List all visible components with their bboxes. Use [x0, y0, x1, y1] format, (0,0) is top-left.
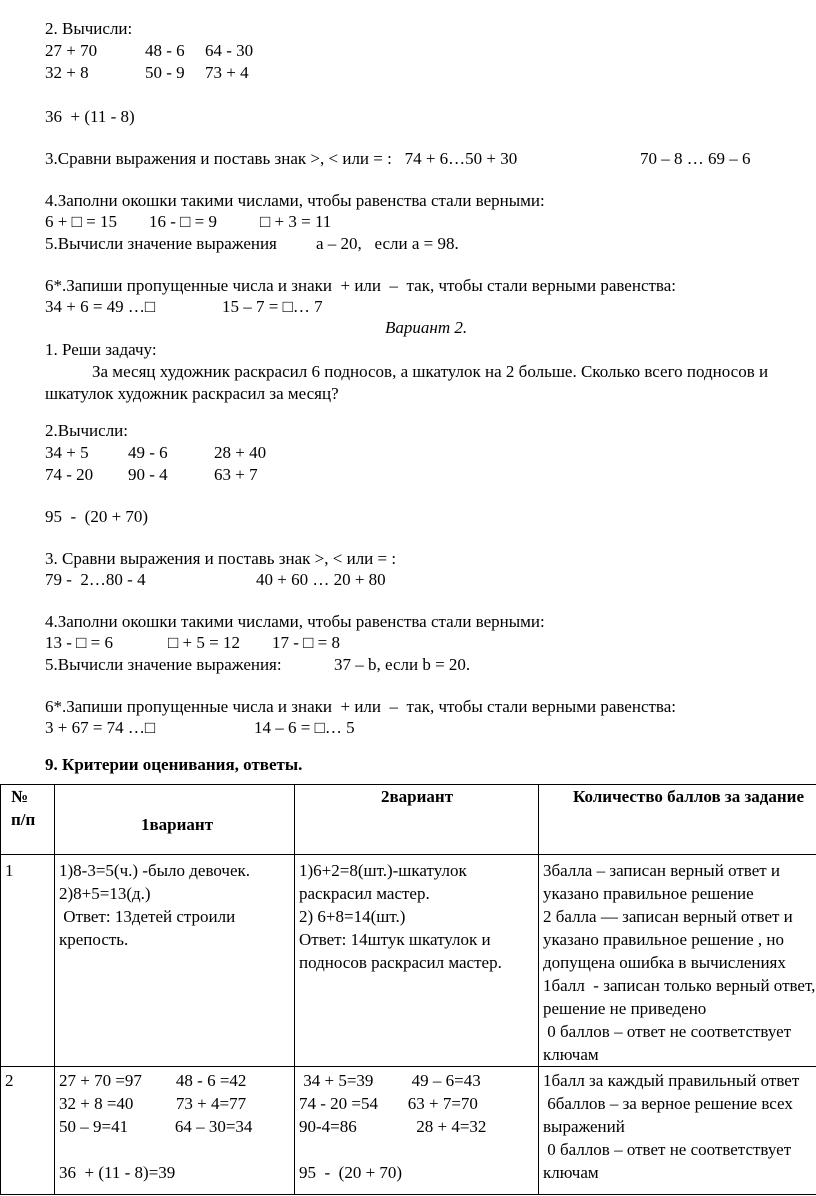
cell-line: 3балла – записан верный ответ и: [543, 861, 781, 880]
table-header-row: [1, 785, 816, 855]
v2-task4-text: 4.Заполни окошки такими числами, чтобы равенства стали верными:: [45, 612, 545, 631]
criteria-table: [0, 784, 816, 1195]
cell-line: 95 - (20 + 70): [299, 1163, 403, 1182]
table-row: [1, 1067, 816, 1195]
v1-task2-expr: 73 + 4: [205, 63, 249, 82]
v2-task5-text: 5.Вычисли значение выражения:: [45, 655, 282, 674]
cell-line: 36 + (11 - 8)=39: [59, 1163, 176, 1182]
cell-line: 0 баллов – ответ не соответствует: [543, 1140, 792, 1159]
header-num-line: п/п: [11, 810, 36, 829]
v1-task4-text: 4.Заполни окошки такими числами, чтобы равенства стали верными:: [45, 191, 545, 210]
cell-line: 2)8+5=13(д.): [59, 884, 151, 903]
row2-variant1: [55, 1067, 295, 1195]
cell-line: [59, 1138, 290, 1161]
v1-task6-item: 15 – 7 = □… 7: [222, 297, 323, 316]
row1-variant1: [55, 855, 295, 1067]
row1-points: [539, 855, 816, 1067]
v2-task6-item: 14 – 6 = □… 5: [254, 718, 355, 737]
cell-line: 6баллов – за верное решение всех: [543, 1094, 793, 1113]
v1-task4-item: □ + 3 = 11: [260, 212, 332, 231]
row-num: 2: [1, 1067, 55, 1195]
cell-line: 0 баллов – ответ не соответствует: [543, 1022, 792, 1041]
header-variant2: 2вариант: [295, 785, 539, 855]
cell-line: 1балл за каждый правильный ответ: [543, 1071, 800, 1090]
cell-line: 1)6+2=8(шт.)-шкатулок: [299, 861, 467, 880]
table-row: [1, 855, 816, 1067]
row2-variant2: [295, 1067, 539, 1195]
v1-task2-expr: 27 + 70: [45, 41, 98, 60]
v2-task6-text: 6*.Запиши пропущенные числа и знаки + или – так, чтобы стали верными равенства:: [45, 697, 677, 716]
v2-task3-text: 3. Сравни выражения и поставь знак >, < или = :: [45, 549, 397, 568]
v1-task5-expr: а – 20, если а = 98.: [316, 234, 459, 253]
v2-task1-title: 1. Реши задачу:: [45, 340, 157, 359]
cell-line: ключам: [543, 1163, 599, 1182]
v2-task2-expr: 63 + 7: [214, 465, 258, 484]
v2-task1-line1: За месяц художник раскрасил 6 подносов, а шкатулок на 2 больше. Сколько всего подносов и: [92, 362, 769, 381]
cell-line: указано правильное решение , но: [543, 930, 785, 949]
v2-task2-expr: 90 - 4: [128, 465, 168, 484]
cell-line: Ответ: 14штук шкатулок и: [299, 930, 491, 949]
v1-task2-expr: 50 - 9: [145, 63, 185, 82]
v2-task2-expr: 74 - 20: [45, 465, 94, 484]
v1-task2-expr: 64 - 30: [205, 41, 254, 60]
v2-task2-expr: 49 - 6: [128, 443, 168, 462]
v2-task4-item: □ + 5 = 12: [168, 633, 240, 652]
cell-line: 90-4=86 28 + 4=32: [299, 1117, 487, 1136]
cell-line: 2) 6+8=14(шт.): [299, 907, 406, 926]
variant2-heading: Вариант 2.: [385, 318, 468, 337]
v2-task6-item: 3 + 67 = 74 …□: [45, 718, 156, 737]
v2-task4-item: 17 - □ = 8: [272, 633, 341, 652]
section9-title: 9. Критерии оценивания, ответы.: [45, 755, 303, 774]
header-num-line: №: [11, 787, 29, 806]
header-points: Количество баллов за задание: [539, 785, 816, 855]
cell-line: ключам: [543, 1045, 599, 1064]
v2-task5-expr: 37 – b, если b = 20.: [334, 655, 471, 674]
v1-task2-title: 2. Вычисли:: [45, 19, 133, 38]
v2-task2-extra: 95 - (20 + 70): [45, 507, 149, 526]
cell-line: решение не приведено: [543, 999, 707, 1018]
cell-line: 32 + 8 =40 73 + 4=77: [59, 1094, 247, 1113]
v1-task2-expr: 48 - 6: [145, 41, 185, 60]
cell-line: крепость.: [59, 930, 129, 949]
cell-line: 27 + 70 =97 48 - 6 =42: [59, 1071, 247, 1090]
v1-task6-text: 6*.Запиши пропущенные числа и знаки + или – так, чтобы стали верными равенства:: [45, 276, 677, 295]
row2-points: [539, 1067, 816, 1195]
v2-task2-expr: 34 + 5: [45, 443, 89, 462]
cell-line: раскрасил мастер.: [299, 884, 430, 903]
v1-task4-item: 16 - □ = 9: [149, 212, 218, 231]
cell-line: подносов раскрасил мастер.: [299, 953, 502, 972]
v2-task1-line2: шкатулок художник раскрасил за месяц?: [45, 384, 339, 403]
v1-task3-expr2: 70 – 8 … 69 – 6: [640, 149, 751, 168]
cell-line: [299, 1138, 534, 1161]
row1-variant2: [295, 855, 539, 1067]
cell-line: 50 – 9=41 64 – 30=34: [59, 1117, 253, 1136]
cell-line: 1)8-3=5(ч.) -было девочек.: [59, 861, 251, 880]
v1-task2-extra: 36 + (11 - 8): [45, 107, 135, 126]
cell-line: выражений: [543, 1117, 625, 1136]
v2-task3-item: 79 - 2…80 - 4: [45, 570, 146, 589]
v2-task4-item: 13 - □ = 6: [45, 633, 114, 652]
v2-task2-expr: 28 + 40: [214, 443, 267, 462]
v1-task3-text: 3.Сравни выражения и поставь знак >, < или = : 74 + 6…50 + 30: [45, 149, 518, 168]
cell-line: 1балл - записан только верный ответ,: [543, 976, 816, 995]
cell-line: указано правильное решение: [543, 884, 754, 903]
v1-task2-expr: 32 + 8: [45, 63, 89, 82]
header-variant1: 1вариант: [55, 785, 295, 855]
v2-task2-title: 2.Вычисли:: [45, 421, 129, 440]
header-num: [1, 785, 55, 855]
cell-line: допущена ошибка в вычислениях: [543, 953, 786, 972]
v1-task6-item: 34 + 6 = 49 …□: [45, 297, 156, 316]
cell-line: 2 балла — записан верный ответ и: [543, 907, 793, 926]
v1-task5-text: 5.Вычисли значение выражения: [45, 234, 277, 253]
cell-line: Ответ: 13детей строили: [59, 907, 236, 926]
cell-line: 74 - 20 =54 63 + 7=70: [299, 1094, 478, 1113]
cell-line: 34 + 5=39 49 – 6=43: [299, 1071, 481, 1090]
v1-task4-item: 6 + □ = 15: [45, 212, 117, 231]
row-num: 1: [1, 855, 55, 1067]
v2-task3-item: 40 + 60 … 20 + 80: [256, 570, 386, 589]
